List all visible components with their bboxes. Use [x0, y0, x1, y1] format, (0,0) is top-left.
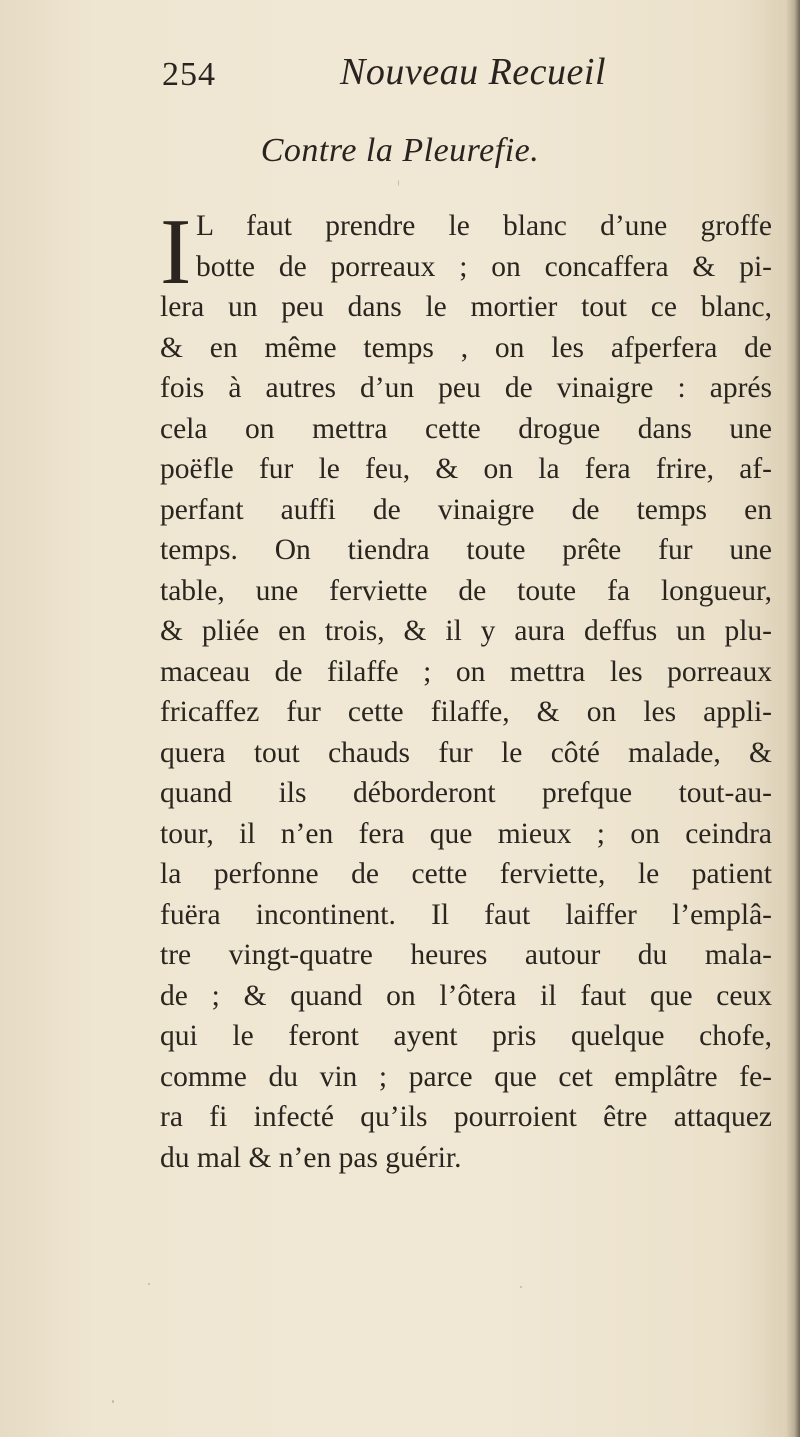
text-line: & pliée en trois, & il y aura deffus un plu- — [160, 615, 772, 647]
text-line: ra fi infecté qu’ils pourroient être attaquez — [160, 1101, 772, 1133]
page-edge-shadow — [786, 0, 800, 1437]
text-line: qui le feront ayent pris quelque chofe, — [160, 1020, 772, 1052]
text-line: L faut prendre le blanc d’une groffe — [196, 210, 772, 242]
text-line: temps. On tiendra toute prête fur une — [160, 534, 772, 566]
text-line: maceau de filaffe ; on mettra les porreaux — [160, 655, 772, 688]
running-head — [0, 46, 800, 106]
text-line: fois à autres d’un peu de vinaigre : aprés — [160, 372, 772, 404]
text-line: & en même temps , on les afperfera de — [160, 331, 772, 364]
paper-speck — [148, 1283, 150, 1285]
text-line: fuëra incontinent. Il faut laiffer l’emplâ- — [160, 898, 772, 931]
text-line: quand ils déborderont prefque tout-au- — [160, 777, 772, 809]
text-line: comme du vin ; parce que cet emplâtre fe- — [160, 1060, 772, 1093]
text-line: cela on mettra cette drogue dans une — [160, 412, 772, 445]
text-line: quera tout chauds fur le côté malade, & — [160, 736, 772, 769]
paper-speck — [520, 1286, 522, 1288]
section-title: Contre la Pleurefie. — [260, 132, 540, 169]
text-line: perfant auffi de vinaigre de temps en — [160, 493, 772, 526]
text-line: fricaffez fur cette filaffe, & on les appli- — [160, 696, 772, 728]
drop-cap: I — [160, 200, 192, 304]
text-line: la perfonne de cette ferviette, le patient — [160, 858, 772, 890]
paper-speck — [112, 1400, 114, 1403]
text-line: lera un peu dans le mortier tout ce blanc, — [160, 291, 772, 323]
body-text — [160, 200, 772, 1178]
text-line: de ; & quand on l’ôtera il faut que ceux — [160, 979, 772, 1012]
text-line: tour, il n’en fera que mieux ; on ceindra — [160, 817, 772, 850]
page-number: 254 — [162, 56, 216, 93]
running-title: Nouveau Recueil — [340, 51, 607, 93]
paper-speck — [398, 180, 399, 186]
text-line: botte de porreaux ; on concaffera & pi- — [196, 250, 772, 283]
text-line: poëfle fur le feu, & on la fera frire, af- — [160, 453, 772, 485]
text-line: table, une ferviette de toute fa longueur, — [160, 574, 772, 607]
text-line: tre vingt-quatre heures autour du mala- — [160, 939, 772, 971]
text-line: du mal & n’en pas guérir. — [160, 1141, 462, 1174]
